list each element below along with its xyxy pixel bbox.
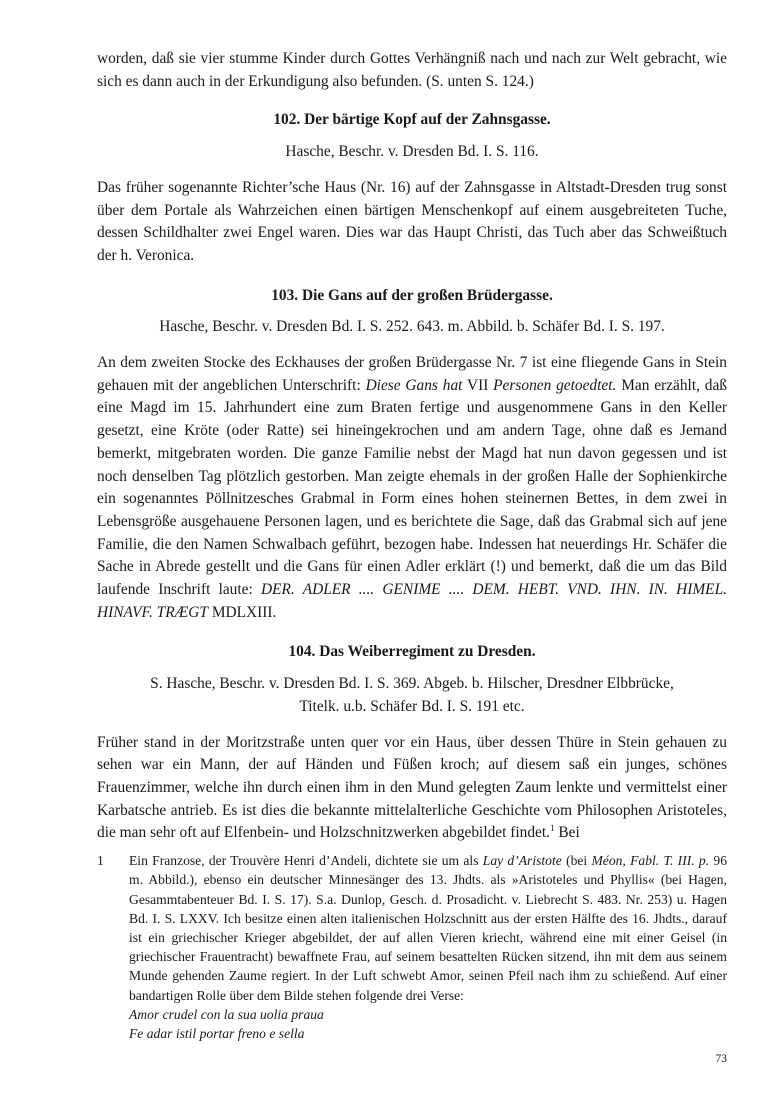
- section-body-102: Das früher sogenannte Richter’sche Haus (Nr. 16) auf der Zahnsgasse in Altstadt-Dresden trug sonst über dem Portale als Wahrzeichen einen bärtigen Menschenkopf auf einem ausgebreiteten Tuche, dessen Schildhalter zwei Engel waren. Dies war das Haupt Christi, das Tuch aber das Schweißtuch der h. Veronica.: [97, 178, 727, 264]
- section-source-104: [97, 673, 727, 718]
- footnote-italic: Méon, Fabl. T. III. p.: [591, 853, 710, 869]
- footnote-body: [129, 851, 727, 1043]
- footnote-number: 1: [97, 853, 104, 869]
- inscription-italic: Personen getoedtet.: [493, 376, 617, 394]
- footnote-text: (bei: [561, 853, 592, 869]
- footnote-reference[interactable]: 1: [550, 823, 555, 834]
- body-text: An dem zweiten Stocke des Eckhauses der großen Brüdergasse Nr. 7 ist eine fliegende Gans in Stein gehauen mit der angeblichen Unterschrift:: [97, 354, 727, 394]
- body-text: Man erzählt, daß eine Magd im 15. Jahrhundert eine zum Braten fertige und ausgenommene Gans in den Keller gesetzt, eine Kröte (oder Ratte) sei hineingekrochen und am andern Tage, ohne daß es Jemand bemerkt, mitgebraten worden. Die ganze Familie nebst der Magd hat nun davon gegessen und ist noch denselben Tag plötzlich gestorben. Man zeigte ehemals in der großen Halle der Sophienkirche ein sogenanntes Pöllnitzesches Grabmal in Form eines hohen steinernen Bettes, in dem zwei in Lebensgröße ausgehauene Personen lagen, und es berichtete die Sage, daß das Grabmal sich auf jene Familie, die den Namen Schwalbach geführt, bezogen habe. Indessen hat neuerdings Hr. Schäfer die Sache in Abrede gestellt und die Gans für einen Adler erklärt (!) und bemerkt, daß die um das Bild laufende Inschrift laute:: [97, 376, 727, 599]
- footnote-text: Ein Franzose, der Trouvère Henri d’Andeli, dichtete sie um als: [129, 853, 483, 869]
- body-text: VII: [462, 376, 494, 394]
- footnote-verse: Fe adar istil portar freno e sella: [129, 1025, 305, 1041]
- section-heading-104: 104. Das Weiberregiment zu Dresden.: [288, 643, 536, 661]
- body-text: Bei: [554, 824, 580, 842]
- page-content: [97, 48, 727, 1043]
- inscription-italic: DER. ADLER .... GENIME .... DEM. HEBT. VND. IHN. IN. HIMEL. HINAVF. TRÆGT: [97, 581, 727, 621]
- section-source-103: Hasche, Beschr. v. Dresden Bd. I. S. 252. 643. m. Abbild. b. Schäfer Bd. I. S. 197.: [159, 318, 665, 336]
- footnote-verse: Amor crudel con la sua uolia praua: [129, 1006, 324, 1022]
- section-heading-102: 102. Der bärtige Kopf auf der Zahnsgasse.: [273, 111, 551, 129]
- source-line: Titelk. u.b. Schäfer Bd. I. S. 191 etc.: [299, 697, 525, 715]
- page-number: 73: [715, 1053, 727, 1065]
- inscription-italic: Diese Gans hat: [365, 376, 463, 394]
- footnote-text: 96 m. Abbild.), ebenso ein deutscher Minnesänger des 13. Jhdts. als »Aristoteles und Phyllis« (bei Hagen, Gesammtabenteuer Bd. I. S. 17). S.a. Dunlop, Gesch. d. Prosadicht. v. Liebrecht S. 483. Nr. 253) u. Hagen Bd. I. S. LXXV. Ich besitze einen alten italienischen Holzschnitt aus der ersten Hälfte des 16. Jhdts., darauf ist ein griechischer Krieger abgebildet, der auf allen Vieren kriecht, während eine mit einer Geisel (in griechischer Frauentracht) bewaffnete Frau, auf seinem besattelten Rücken sitzend, ihn mit dem aus seinem Munde gehenden Zaume regiert. In der Luft schwebt Amor, seinen Pfeil nach ihm zu schießend. Auf einer bandartigen Rolle über dem Bilde stehen folgende drei Verse:: [129, 853, 727, 1003]
- section-body-104: [97, 732, 727, 846]
- body-text: Früher stand in der Moritzstraße unten quer vor ein Haus, über dessen Thüre in Stein gehauen zu sehen war ein Mann, der auf Händen und Füßen kroch; auf diesem saß ein junges, schönes Frauenzimmer, welche ihn durch einen ihm in den Mund gelegten Zaum lenkte und vermittelst einer Karbatsche antrieb. Es ist dies die bekannte mittelalterliche Geschichte vom Philosophen Aristoteles, die man sehr oft auf Elfenbein- und Holzschnitzwerken abgebildet findet.: [97, 733, 727, 842]
- section-body-103: [97, 352, 727, 624]
- footnote: [97, 851, 727, 1043]
- section-heading-103: 103. Die Gans auf der großen Brüdergasse.: [271, 286, 553, 304]
- source-line: S. Hasche, Beschr. v. Dresden Bd. I. S. 369. Abgeb. b. Hilscher, Dresdner Elbbrücke,: [150, 675, 674, 693]
- footnote-italic: Lay d’Aristote: [482, 853, 562, 869]
- section-source-102: Hasche, Beschr. v. Dresden Bd. I. S. 116.: [285, 143, 539, 161]
- body-text: MDLXIII.: [207, 603, 277, 621]
- continuation-paragraph: worden, daß sie vier stumme Kinder durch Gottes Verhängniß nach und nach zur Welt gebracht, wie sich es dann auch in der Erkundigung also befunden. (S. unten S. 124.): [97, 50, 727, 90]
